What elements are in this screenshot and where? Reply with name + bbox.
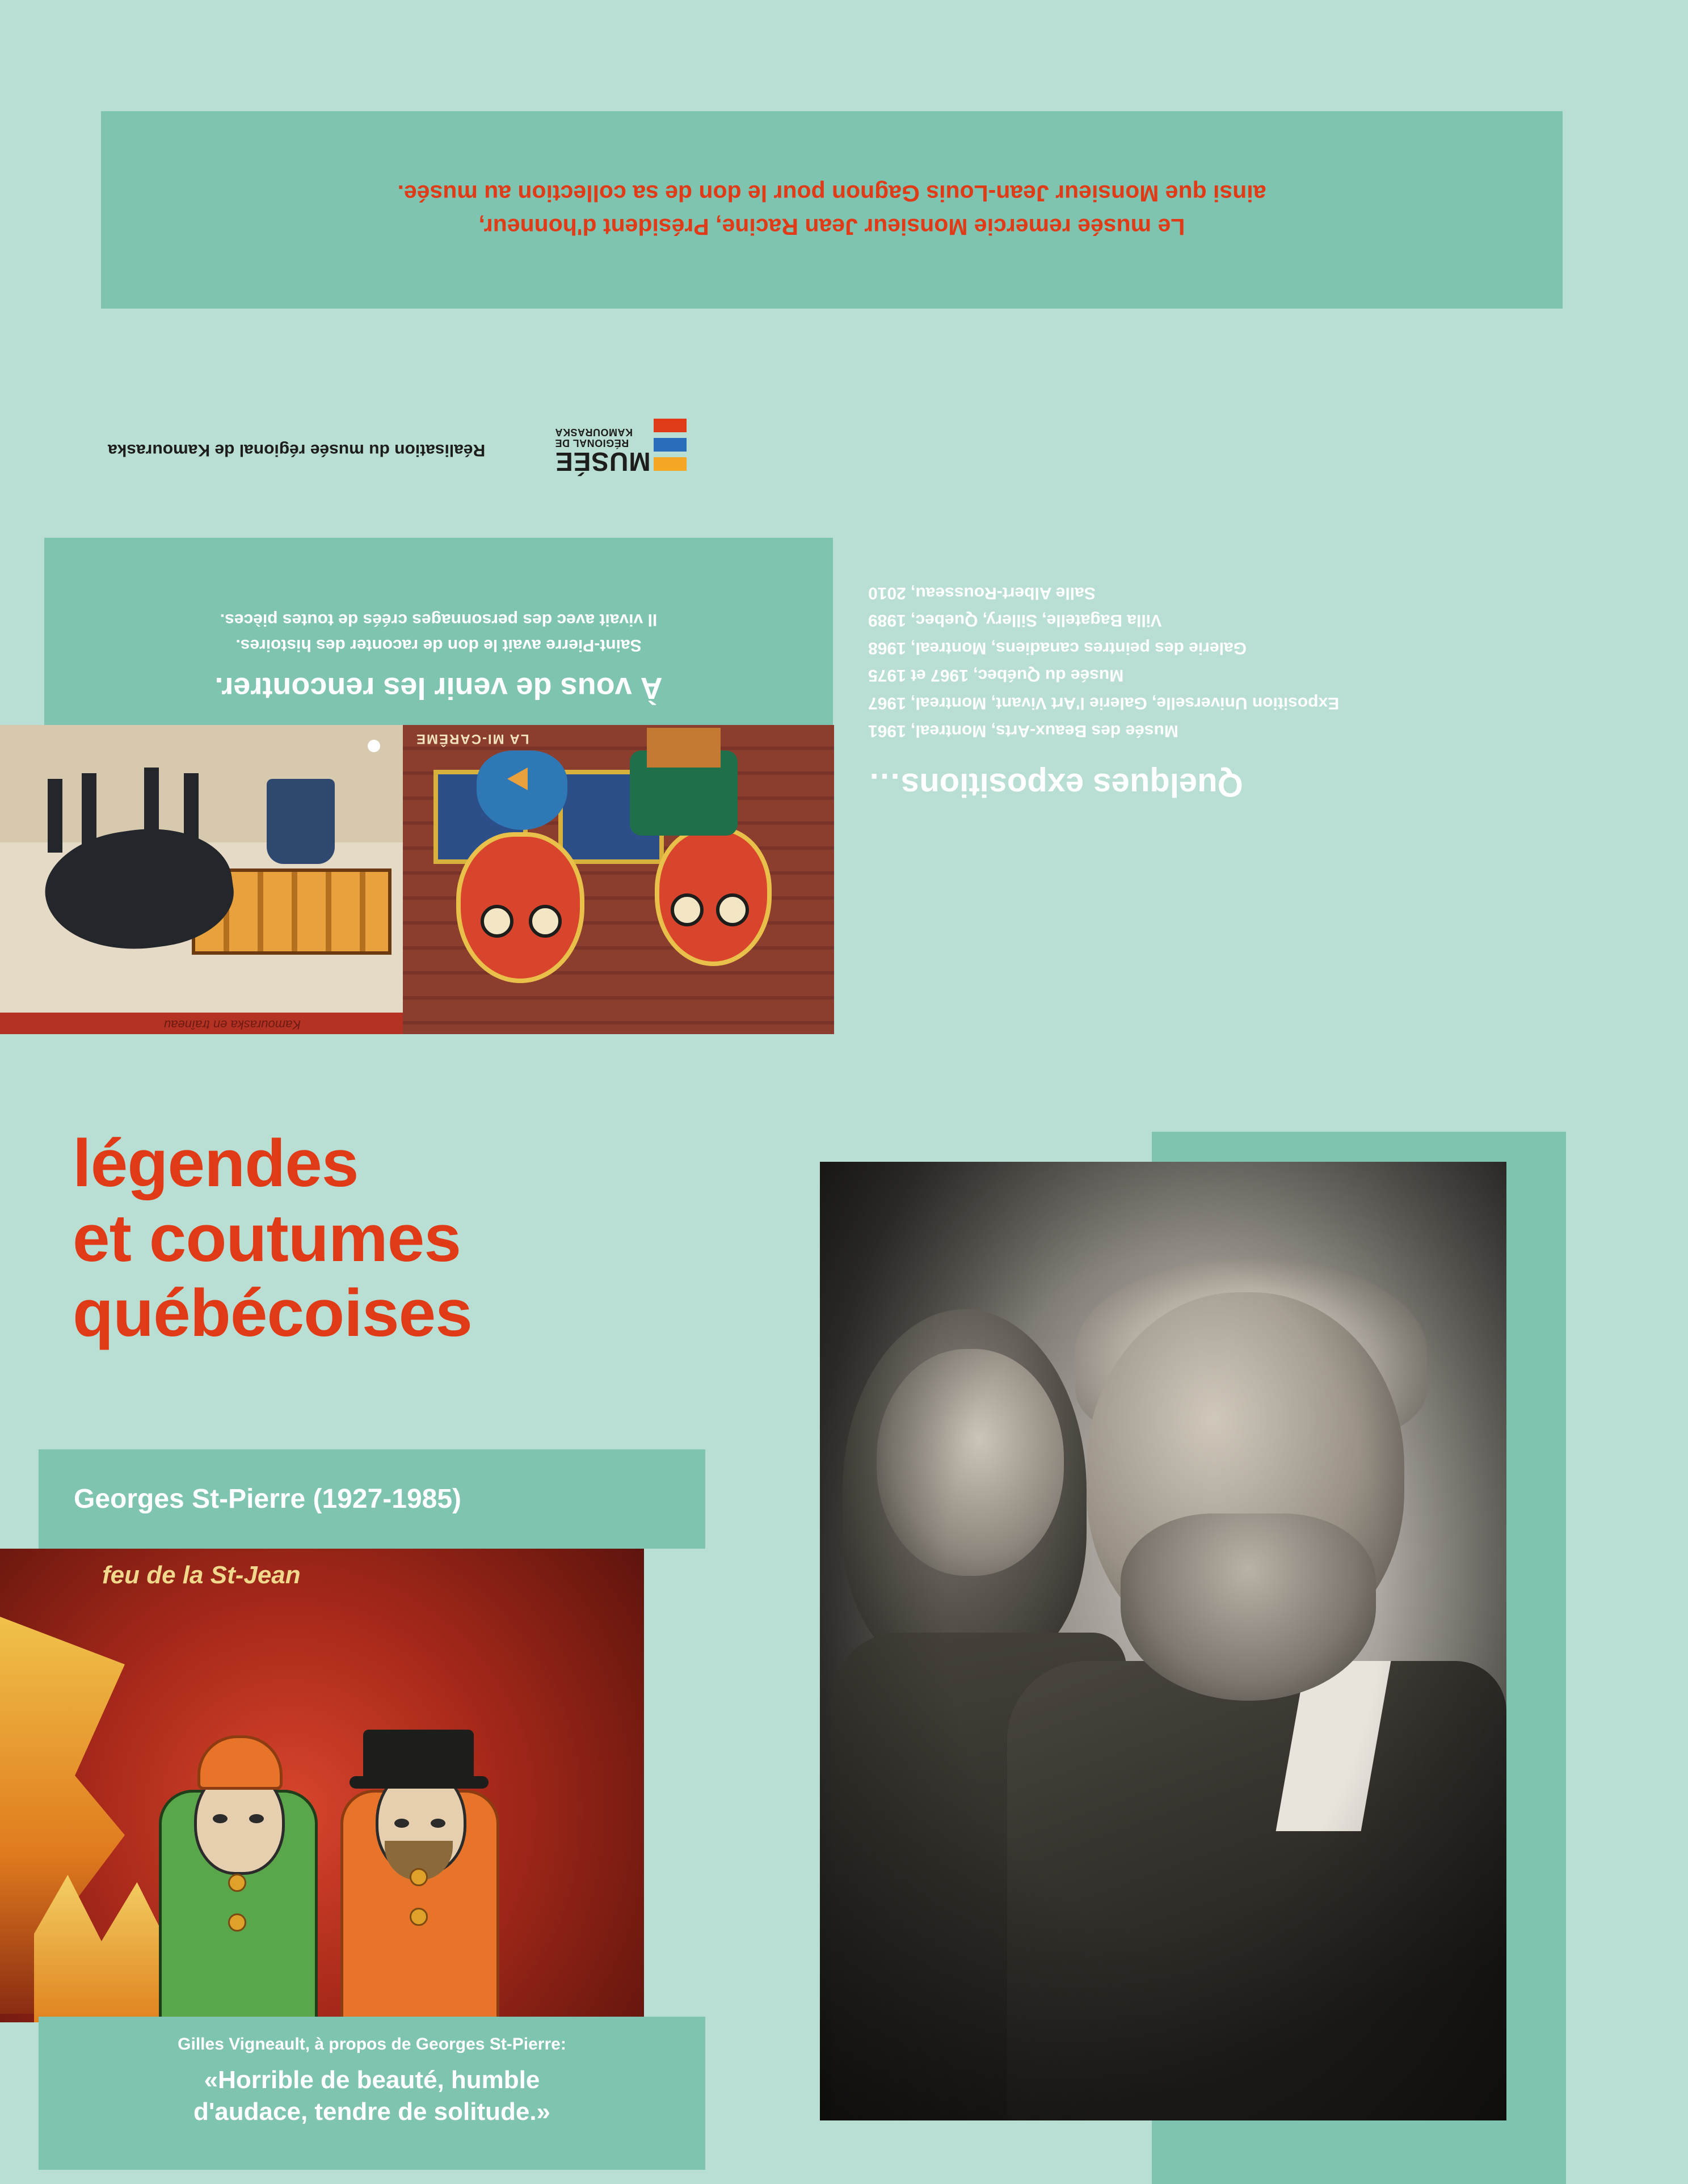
visit-line-2: Il vivait avec des personnages créés de toutes pièces. — [220, 610, 658, 629]
museum-logo-musee: MUSÉE — [555, 447, 651, 477]
artist-name-band — [39, 1449, 705, 1549]
museum-logo-wordmark — [555, 427, 651, 475]
artwork-horse-signature: Kamouraska en traîneau — [164, 1018, 301, 1032]
museum-logo-kamouraska: KAMOURASKA — [555, 426, 633, 438]
quote-attribution: Gilles Vigneault, à propos de Georges St-Pierre: — [178, 2035, 566, 2054]
page-title-line-3: québécoises — [73, 1276, 472, 1351]
museum-logo-regional: RÉGIONAL DE — [555, 437, 629, 449]
exposition-item: Musée des Beaux-Arts, Montreal, 1961 — [868, 721, 1178, 740]
artwork-figure-orange — [340, 1727, 494, 2022]
visit-title: À vous de venir les rencontrer. — [214, 671, 663, 705]
exposition-item: Musée du Québec, 1967 et 1975 — [868, 666, 1124, 685]
exposition-item: Galerie des peintres canadiens, Montreal, 1968 — [868, 638, 1247, 657]
page-title-line-1: légendes — [73, 1126, 359, 1201]
exposition-item: Exposition Universelle, Galerie l'Art Vivant, Montreal, 1967 — [868, 693, 1340, 712]
exposition-item: Salle Albert-Rousseau, 2010 — [868, 583, 1096, 602]
artwork-mi-careme — [403, 725, 834, 1034]
quote-line-2: d'audace, tendre de solitude.» — [193, 2098, 551, 2126]
artwork-feu-de-la-st-jean — [0, 1549, 644, 2022]
visit-invitation-panel — [44, 538, 833, 725]
acknowledgement-text — [179, 176, 1484, 244]
quote-panel — [39, 2017, 705, 2170]
logo-bars-icon — [654, 419, 687, 471]
acknowledgement-line-1: Le musée remercie Monsieur Jean Racine, Président d'honneur, — [478, 214, 1185, 241]
museum-credit-text: Réalisation du musée régional de Kamouraska — [108, 441, 486, 459]
artist-portrait-photo — [820, 1162, 1506, 2120]
museum-logo — [516, 411, 687, 479]
acknowledgement-banner — [101, 111, 1563, 309]
artwork-strip — [0, 725, 834, 1034]
museum-credit-row — [108, 408, 687, 482]
artwork-mi-careme-caption: LA MI-CARÊME — [415, 731, 529, 747]
expositions-list — [868, 579, 1339, 744]
exposition-item: Villa Bagatelle, Sillery, Quebec, 1989 — [868, 611, 1162, 630]
page-title — [73, 1126, 810, 1351]
expositions-title: Quelques expositions… — [868, 766, 1243, 803]
artwork-st-jean-title: feu de la St-Jean — [102, 1561, 301, 1589]
artist-name: Georges St-Pierre (1927-1985) — [74, 1484, 462, 1514]
artwork-horse-sleigh — [0, 725, 403, 1034]
quote-line-1: «Horrible de beauté, humble — [204, 2066, 540, 2094]
expositions-block — [868, 579, 1623, 874]
visit-line-1: Saint-Pierre avait le don de raconter des histoires. — [235, 636, 642, 655]
acknowledgement-line-2: ainsi que Monsieur Jean-Louis Gagnon pour le don de sa collection au musée. — [397, 180, 1266, 206]
page-title-line-2: et coutumes — [73, 1201, 461, 1276]
artwork-figure-green — [159, 1727, 312, 2022]
